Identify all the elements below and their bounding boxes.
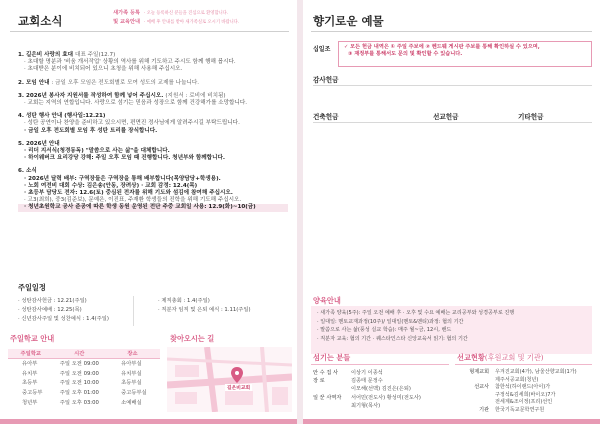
discipleship-line: · 일대일: 멘토교재과정(10주)/ 일대일(멘토&멘티)과정: 협의 기간 xyxy=(317,318,464,325)
news-line-highlight: · 청년초원학교 공사 준공에 따른 학생 동원 운영된 전단 주중 교회일 사용: 12.9(화)~10(금) xyxy=(18,204,288,211)
mission-status-title-text: 선교현황 xyxy=(457,353,485,362)
school-time: 주일 오전 09:00 xyxy=(59,370,99,377)
servant-role: 안 수 집 사 xyxy=(313,370,338,376)
notice-labels xyxy=(100,9,140,27)
news-line-bold: · 금일 오후 전도회별 모임 후 성탄 트리를 장식합니다. xyxy=(24,127,158,134)
page-footer-strip xyxy=(303,419,600,424)
news-list xyxy=(18,52,288,218)
news-item-3 xyxy=(18,93,288,107)
servant-names: 서어민(전도사) 황성미(전도사) xyxy=(351,394,421,401)
mission-partners: 제주서공교회(청년) xyxy=(495,376,539,383)
news-heading xyxy=(18,80,288,87)
news-heading-text: 3. 2026년 봉사자 지원서를 작성하여 함께 넣어 주십시오. xyxy=(18,92,164,99)
page-footer-strip xyxy=(0,419,297,424)
table-row xyxy=(8,397,160,407)
news-item-5 xyxy=(18,141,288,163)
school-name: 청년부 xyxy=(22,400,38,407)
mission-partners: 참한석(하이랜드(아이)가 xyxy=(495,384,551,391)
notice-line-2: · 예배 후 안내를 받아 새가족실로 오시기 바랍니다. xyxy=(144,20,240,25)
notice-texts xyxy=(144,9,294,27)
tithe-line: ③ 재정부를 통해서도 문의 및 확인할 수 있습니다. xyxy=(348,51,463,58)
page-title-offering: 향기로운 예물 xyxy=(313,14,384,28)
map-block xyxy=(175,365,199,377)
mission-divider xyxy=(455,364,592,365)
list-item xyxy=(313,377,453,385)
mission-status-title xyxy=(457,353,544,363)
news-line: · 성탄 공연이나 찬양을 준비하고 있으시면, 편면진 정사님에게 알려주시길 부탁드립니다. xyxy=(24,120,240,127)
news-heading xyxy=(18,141,288,148)
list-item xyxy=(457,369,597,377)
news-heading-aside: : 금일 오후 모임은 전도회별로 모여 성도의 교제를 나눕니다. xyxy=(51,79,200,86)
news-heading xyxy=(18,168,288,175)
news-item-2 xyxy=(18,80,288,87)
school-name: 초등부 xyxy=(22,380,38,387)
offering-divider xyxy=(313,122,592,123)
other-offering-label: 기타헌금 xyxy=(518,113,544,121)
list-item xyxy=(457,384,597,392)
schedule-item: · 성탄감사헌금 : 12.21(주일) xyxy=(18,298,87,304)
mission-list xyxy=(457,369,597,415)
schedule-item: · 성탄감사예배 : 12.25(목) xyxy=(18,307,82,313)
mission-partners: 전세계&조이정(프리)선인 xyxy=(495,399,553,406)
news-heading-text: 4. 성탄 행사 안내 (행사일:12.21) xyxy=(18,113,106,120)
servants-divider xyxy=(311,364,449,365)
table-header-row xyxy=(8,349,160,358)
servant-names: 이상기 이종석 xyxy=(351,370,383,376)
list-item xyxy=(457,399,597,407)
news-line: · 교회는 지역의 연합입니다. 사랑으로 섬기는 믿음과 성장으로 함께 건강해가를 소망합니다. xyxy=(24,100,248,107)
mission-partners: 우겨진교회(4가), 남울산향교회(1가) xyxy=(495,369,577,375)
news-heading-text: 1. 길은비 사랑의 효대 xyxy=(18,52,74,58)
sunday-school-title: 주일학교 안내 xyxy=(10,334,55,343)
map-block xyxy=(175,392,197,404)
schedule-item: · 제직총회 : 1.4(주일) xyxy=(158,298,210,304)
list-item xyxy=(313,394,453,402)
title-divider xyxy=(311,31,592,32)
location-map[interactable] xyxy=(167,347,292,412)
school-time: 주일 오후 01:00 xyxy=(59,390,99,397)
news-heading-text: 2. 모임 안내 xyxy=(18,79,50,86)
servants-list xyxy=(313,369,453,410)
news-heading-text: 5. 2026년 안내 xyxy=(18,140,60,147)
tithe-line: ✓ 모든 헌금 내역은 ① 주일 주보에 ② 헨드웨 게시판 주보를 통해 확인하실 수 있으며, xyxy=(344,44,540,50)
newcomer-notice xyxy=(100,9,290,29)
notice-label-1: 새가족 등록 xyxy=(113,10,140,16)
map-block xyxy=(225,391,253,405)
news-item-4 xyxy=(18,113,288,135)
list-item xyxy=(457,407,597,415)
school-place: 유아부실 xyxy=(121,361,142,368)
servant-names: 최기형(목사) xyxy=(351,402,381,409)
list-item xyxy=(313,385,453,393)
news-line-bold: · 노회 여전비 대회 수상: 김은송(안동, 장려상) · 교회 감정: 12.4(목) xyxy=(24,182,198,189)
mission-partners: 한국기독교문학연구원 xyxy=(495,406,545,413)
mission-offering-label: 선교헌금 xyxy=(433,113,459,121)
news-line: · 초대할 명분과 '비움 개서작업' 상황의 역사를 위해 기도하고 주시도 함께 행해 봅시다. xyxy=(24,59,236,66)
notice-label-2: 및 교육안내 xyxy=(113,19,140,25)
map-drawing xyxy=(167,347,292,412)
schedule-title: 주일일정 xyxy=(18,283,46,292)
discipleship-line: · 직분자 교육: 협의 기간 · 퀘스타인스타 신앙교육서 읽기: 협의 기간 xyxy=(317,336,468,343)
map-block xyxy=(272,387,288,405)
news-heading-text: 6. 소식 xyxy=(18,168,37,175)
page-title-news: 교회소식 xyxy=(18,14,63,28)
school-place: 중고등부실 xyxy=(121,390,147,397)
column-header: 주일학교 xyxy=(8,349,53,358)
left-page xyxy=(0,0,297,424)
school-time: 주일 오전 10:00 xyxy=(59,380,99,387)
news-heading-aside: (지원서 : 로비에 비치됨) xyxy=(165,92,226,99)
tithe-notice-box xyxy=(338,41,592,67)
right-page xyxy=(303,0,600,424)
school-name: 유치부 xyxy=(22,370,38,377)
building-offering-label: 건축헌금 xyxy=(313,113,339,121)
mission-category: 선교사 xyxy=(474,384,489,391)
tithe-notice xyxy=(311,41,592,67)
news-line-bold: · 초등부 담당도 전자: 12.6(토) 중심된 전자를 위해 기도와 섬김에 참여해 주십시오. xyxy=(24,190,233,197)
discipleship-line: · 새가족 양육(5주): 주일 오전 예배 후 · 오후 및 수요 예배는 교리공부와 성경공부로 진행 xyxy=(317,310,515,316)
news-line-bold: · 리더 지서식(청경동독) "말씀으로 사는 삶"을 대체합니다. xyxy=(24,148,170,155)
table-row xyxy=(8,387,160,397)
discipleship-line: · 말씀으로 사는 삶(풍성 실교 학습): 매주 월~금, 12시, 밴드 xyxy=(317,327,452,334)
notice-line-1: · 오늘 등록하신 분들을 진심으로 환영합니다. xyxy=(144,11,229,16)
schedule-item: · 신년감사주일 및 성찬예식 : 1.4(주일) xyxy=(18,316,109,322)
sunday-school-table xyxy=(8,349,160,407)
news-line-bold: · 2026년 달력 배부: 구역장들은 구역장을 통해 배부합니다(목양담당+학생용). xyxy=(24,175,221,182)
list-item xyxy=(313,369,453,377)
mission-partners: 구정석&김세희(바이오)7가 xyxy=(495,391,556,398)
school-name: 중고등부 xyxy=(22,390,43,397)
servant-role: 장 로 xyxy=(313,378,325,385)
thanks-offering-label: 감사헌금 xyxy=(313,76,339,84)
school-place: 유치부실 xyxy=(121,370,142,377)
table-row xyxy=(8,368,160,378)
news-item-6 xyxy=(18,168,288,211)
servant-names: 김종태 문정수 xyxy=(351,378,383,385)
mission-category: 형제교회 xyxy=(469,369,489,375)
school-time: 주일 오후 03:00 xyxy=(59,400,99,407)
mission-status-subtitle: (후원교회 및 기관) xyxy=(484,353,544,362)
news-heading xyxy=(18,93,288,100)
school-place: 초등부실 xyxy=(121,380,142,387)
column-header: 시간 xyxy=(53,349,105,358)
list-item xyxy=(313,402,453,410)
news-heading-aside: 대표 주일(12.7) xyxy=(75,52,116,58)
servant-names: 이모해(선맥) 김진은(은퇴) xyxy=(351,386,411,393)
schedule-item: · 직분자 임직 및 은퇴 예식 : 1.11(주일) xyxy=(158,307,251,313)
news-line-bold: · 하이웨버크 요리강당 강해: 주일 오후 모임 때 진행합니다. 청년부와 함께합니다. xyxy=(24,155,226,162)
tithe-label: 십일조 xyxy=(313,46,331,53)
column-header: 장소 xyxy=(105,349,160,358)
table-row xyxy=(8,358,160,368)
news-line: · 초대받은 분이에 비치되어 있으니 초청을 위해 사용해 주십시오. xyxy=(24,66,183,73)
table-row xyxy=(8,378,160,388)
offering-divider xyxy=(313,85,592,86)
schedule-col-right xyxy=(158,297,288,315)
news-item-1 xyxy=(18,52,288,74)
discipleship-box xyxy=(311,306,592,354)
servant-role: 일 꾼 사역자 xyxy=(313,394,342,401)
discipleship-title: 양육안내 xyxy=(313,296,341,305)
map-marker-label: 길은비교회 xyxy=(227,386,251,391)
school-name: 유아부 xyxy=(22,361,38,368)
title-divider xyxy=(10,31,289,32)
servants-title: 섬기는 분들 xyxy=(313,353,351,362)
schedule-col-left xyxy=(18,297,158,324)
mission-category: 기관 xyxy=(479,406,489,413)
directions-title: 찾아오시는 길 xyxy=(170,334,215,343)
news-line: · 고3(최희), 중3(김준보), 문예은, 이진표, 주재환 학생들의 진학을 위해 기도해 주십시오. xyxy=(24,197,242,204)
school-place: 소예배실 xyxy=(121,400,142,407)
school-time: 주일 오전 09:00 xyxy=(59,361,99,368)
